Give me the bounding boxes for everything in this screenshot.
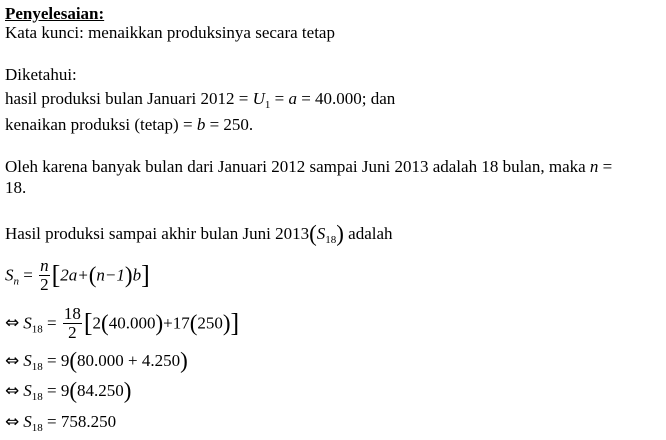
step3-S-sub: 18 [31, 391, 43, 403]
step3-coef: = 9 [47, 381, 70, 400]
known-line1-U: U [252, 89, 265, 108]
equiv-symbol: ⇔ [5, 351, 20, 371]
step3-S: S [23, 381, 32, 400]
step2-inner: 80.000 + 4.250 [77, 351, 181, 370]
months-line1-text: Oleh karena banyak bulan dari Januari 2012 sampai Juni 2013 adalah 18 bulan, maka [5, 157, 590, 176]
step-1: ⇔ $S_{18}$ = $\frac{18}{2}$ [2(40.000)+17(250)] [5, 304, 240, 342]
general-formula: $S_n$ = $\frac{n}{2}$ [2a+(n−1)b] [5, 256, 150, 294]
formula-S-sub: n [13, 275, 19, 288]
known-line-1: hasil produksi bulan Januari $2012 = U_1 = a = 40.000$; dan [5, 89, 396, 111]
formula-inner-2a: 2a+ [60, 265, 89, 285]
known-line2-text: kenaikan produksi (tetap) = [5, 115, 197, 134]
equiv-symbol: ⇔ [5, 381, 20, 401]
step-2: ⇔ $S_{18} = 9(80.000 + 4.250)$ [5, 348, 188, 373]
step2-coef: = 9 [47, 351, 70, 370]
step1-a: 2 [92, 313, 102, 333]
known-line1-U-sub: 1 [264, 99, 271, 111]
known-line1-text: hasil produksi bulan Januari 2012 = [5, 89, 253, 108]
known-label: Diketahui: [5, 65, 77, 84]
step1-d: 250 [197, 313, 223, 333]
formula-fraction [39, 257, 50, 294]
step2-S: S [23, 351, 32, 370]
known-line1-a: a [288, 89, 297, 108]
months-line-2: 18. [5, 178, 27, 197]
known-line2-value: 250. [223, 115, 254, 134]
step1-S-sub: 18 [31, 323, 43, 336]
step1-fraction [63, 305, 82, 342]
months-line-1 [5, 157, 612, 177]
formula-S: S [5, 265, 14, 285]
result-intro-line: Hasil produksi sampai akhir bulan Juni $2013(S_{18})$ adalah [5, 221, 393, 246]
step-4 [5, 412, 116, 432]
formula-frac-den: 2 [40, 275, 49, 294]
known-line-2: kenaikan produksi (tetap) = b = 250. [5, 115, 254, 134]
known-line1-tail: ; dan [361, 89, 396, 108]
keyword-line: Kata kunci: menaikkan produksinya secara tetap [5, 23, 335, 42]
equiv-symbol: ⇔ [5, 313, 20, 334]
step-3: ⇔ $S_{18} = 9(84.250)$ [5, 378, 132, 403]
step1-c: +17 [163, 313, 190, 333]
result-tail: adalah [343, 224, 393, 243]
equiv-symbol: ⇔ [5, 412, 20, 432]
step2-S-sub: 18 [31, 361, 43, 373]
months-n: n [589, 157, 599, 176]
step4-S: S [23, 412, 32, 431]
step4-S-sub: 18 [31, 422, 43, 434]
result-S-sub: 18 [325, 234, 337, 246]
step1-frac-den: 2 [68, 323, 77, 342]
step3-inner: 84.250 [77, 381, 124, 400]
step4-result: = 758.250 [47, 412, 117, 431]
step1-frac-num: 18 [63, 304, 81, 323]
months-line1-eq: = [598, 157, 613, 176]
solution-heading: Penyelesaian: [5, 4, 105, 23]
formula-frac-num: n [40, 256, 49, 275]
formula-inner-n-minus-1: n−1 [96, 265, 125, 285]
step1-b: 40.000 [108, 313, 156, 333]
result-intro-text: Hasil produksi sampai akhir bulan Juni 2013 [5, 224, 310, 243]
step1-S: S [23, 313, 32, 333]
known-line2-b: b [196, 115, 206, 134]
formula-inner-b: b [132, 265, 142, 285]
known-line1-value: 40.000 [315, 89, 362, 108]
result-S: S [316, 224, 326, 243]
